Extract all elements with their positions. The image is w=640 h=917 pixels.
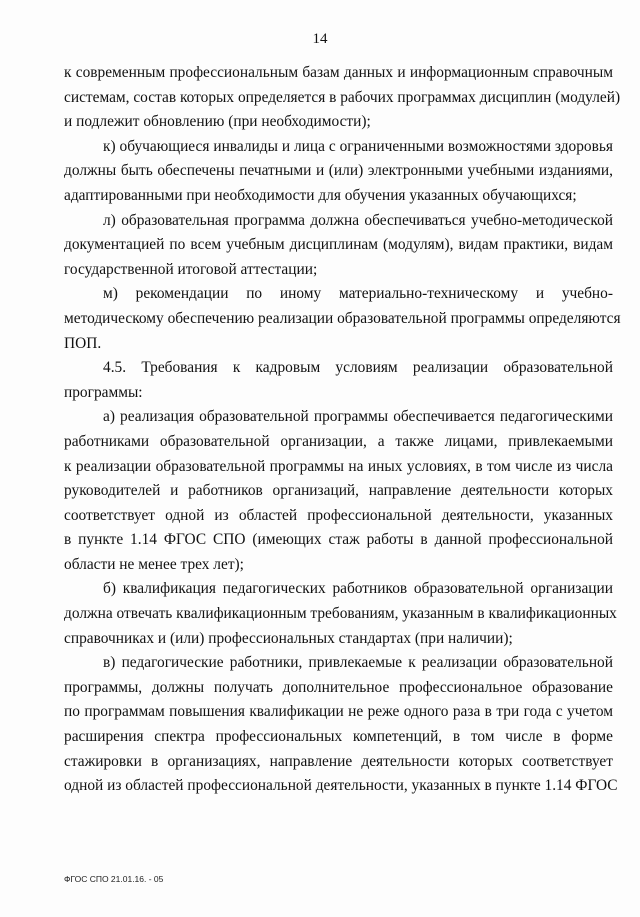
text-line: области не менее трех лет); (64, 555, 244, 573)
text-line: руководителей и работников организаций, направление деятельности которых (64, 482, 613, 500)
text-line: расширения спектра профессиональных компетенций, в том числе в форме (64, 728, 613, 746)
text-line: работниками образовательной организации, а также лицами, привлекаемыми (64, 432, 613, 450)
text-line: б) квалификация педагогических работников образовательной организации (103, 580, 613, 598)
text-line: по программам повышения квалификации не реже одного раза в три года с учетом (64, 703, 613, 721)
text-line: программы: (64, 383, 143, 401)
text-line: в) педагогические работники, привлекаемые к реализации образовательной (103, 654, 613, 672)
text-line: л) образовательная программа должна обеспечиваться учебно-методической (103, 211, 613, 229)
document-footer: ФГОС СПО 21.01.16. - 05 (64, 874, 164, 884)
text-line: м) рекомендации по иному материально-техническому и учебно- (103, 285, 613, 303)
text-line: программы, должны получать дополнительное профессиональное образование (64, 678, 613, 696)
text-line: системам, состав которых определяется в рабочих программах дисциплин (модулей) (64, 88, 621, 106)
text-line: а) реализация образовательной программы обеспечивается педагогическими (103, 408, 613, 426)
text-line: одной из областей профессиональной деятельности, указанных в пункте 1.14 ФГОС (64, 777, 618, 795)
text-line: методическому обеспечению реализации образовательной программы определяются (64, 309, 621, 327)
text-line: к современным профессиональным базам данных и информационным справочным (64, 64, 613, 81)
text-line: адаптированными при необходимости для обучения указанных обучающихся; (64, 186, 577, 204)
text-line: соответствует одной из областей профессиональной деятельности, указанных (64, 506, 613, 524)
text-line: 4.5. Требования к кадровым условиям реализации образовательной (103, 359, 613, 377)
text-line: в пункте 1.14 ФГОС СПО (имеющих стаж работы в данной профессиональной (64, 531, 613, 549)
text-line: стажировки в организациях, направление деятельности которых соответствует (64, 752, 613, 770)
text-line: ПОП. (64, 334, 102, 352)
text-line: должна отвечать квалификационным требованиям, указанным в квалификационных (64, 605, 617, 623)
text-line: к) обучающиеся инвалиды и лица с ограниченными возможностями здоровья (103, 137, 613, 155)
document-body (64, 61, 621, 799)
text-line: и подлежит обновлению (при необходимости); (64, 113, 371, 131)
page-number: 14 (312, 31, 328, 47)
text-line: справочниках и (или) профессиональных стандартах (при наличии); (64, 629, 513, 647)
text-line: к реализации образовательной программы на иных условиях, в том числе из числа (64, 457, 613, 475)
text-line: должны быть обеспечены печатными и (или) электронными учебными изданиями, (64, 162, 613, 180)
text-line: государственной итоговой аттестации; (64, 260, 318, 278)
text-line: документацией по всем учебным дисциплинам (модулям), видам практики, видам (64, 236, 613, 254)
